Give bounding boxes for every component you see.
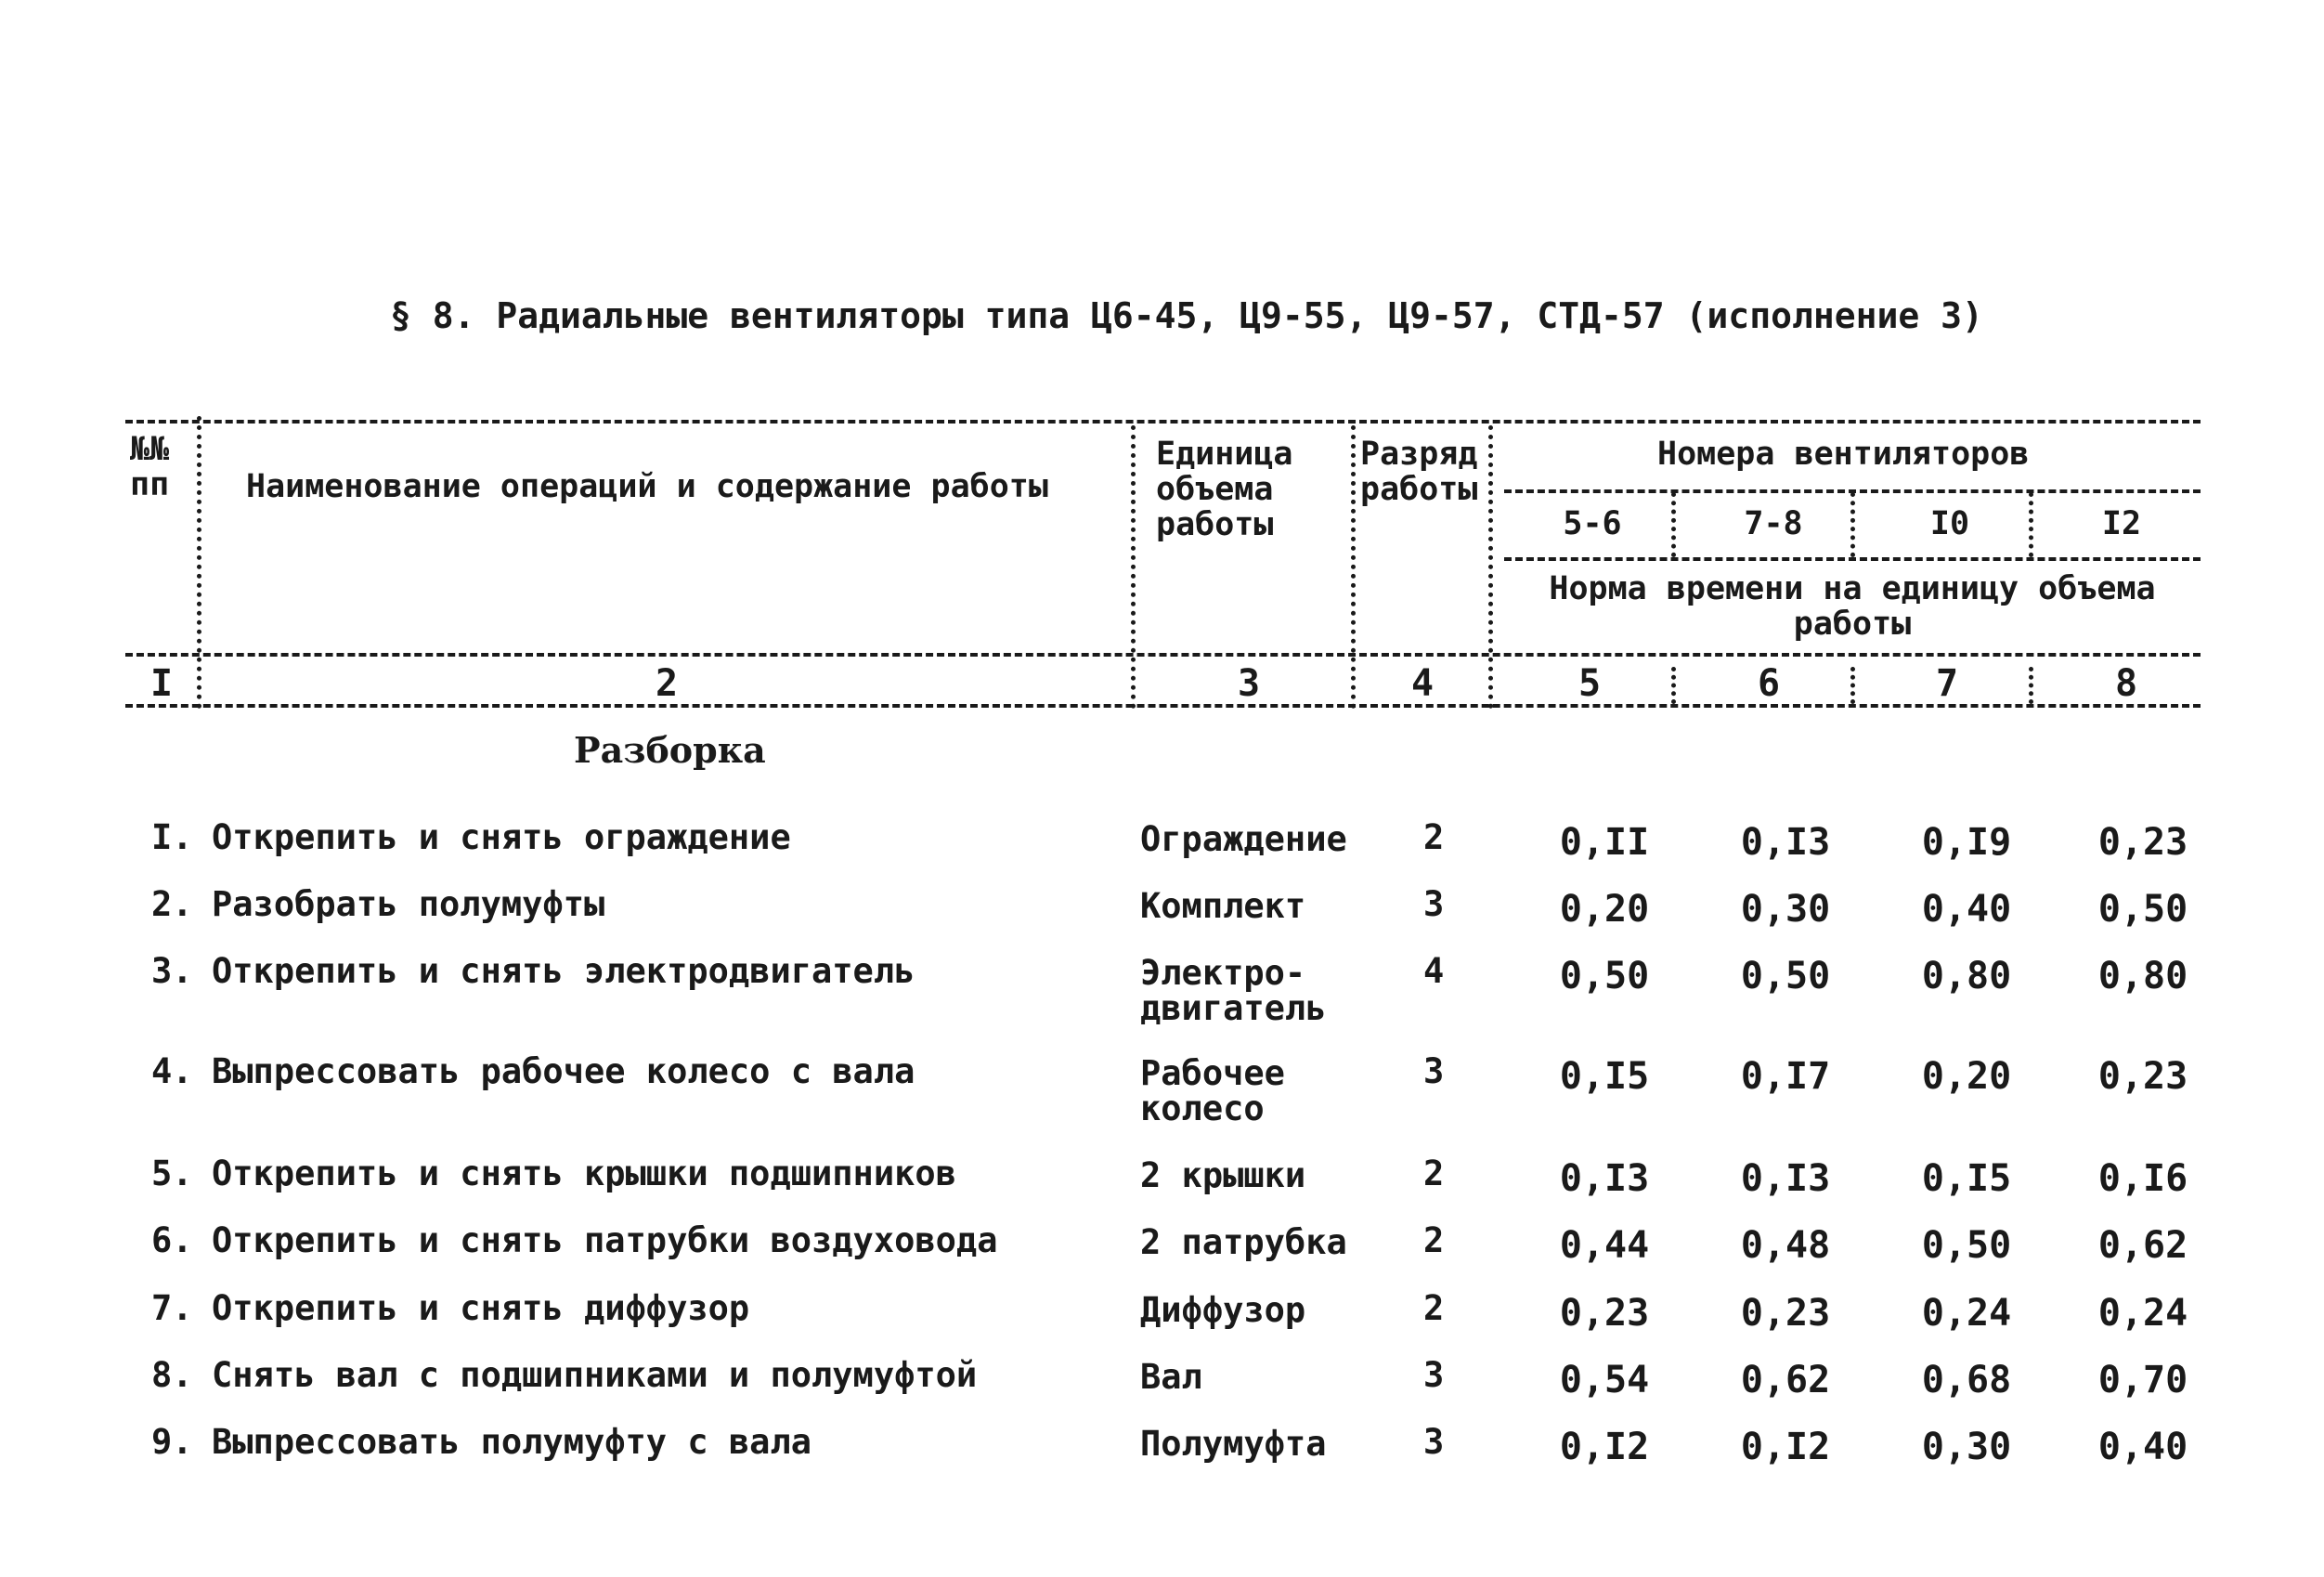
row-unit: 2 патрубка: [1140, 1222, 1347, 1262]
row-number: I.: [151, 817, 193, 857]
divider-grade-norm: [1488, 425, 1493, 709]
header-col-no: №№ пп: [130, 431, 170, 503]
row-value-fan-10: 0,80: [1921, 955, 2012, 997]
section-title: Разборка: [574, 729, 766, 771]
column-number-6: 6: [1758, 662, 1781, 705]
row-operation: Снять вал с подшипниками и полумуфтой: [212, 1355, 978, 1395]
column-number-8: 8: [2115, 662, 2138, 705]
row-unit: Полумуфта: [1140, 1424, 1327, 1464]
header-col-unit: Единица объема работы: [1156, 436, 1293, 543]
row-unit: Диффузор: [1140, 1290, 1306, 1330]
row-number: 5.: [151, 1153, 193, 1193]
divider-name-unit: [1131, 425, 1136, 709]
row-value-fan-10: 0,40: [1921, 888, 2012, 931]
column-number-2: 2: [656, 662, 679, 705]
header-bottom-rule: [125, 653, 2201, 657]
divider-colnum-7-8: [2029, 667, 2033, 704]
row-value-fan-5-6: 0,II: [1559, 821, 1650, 864]
header-norm-label: Норма времени на единицу объема работы: [1549, 570, 2156, 643]
column-number-1: I: [150, 662, 174, 705]
row-value-fan-7-8: 0,23: [1740, 1292, 1831, 1335]
divider-colnum-5-6: [1671, 667, 1676, 704]
row-operation: Разобрать полумуфты: [212, 884, 605, 924]
divider-fan-2-3: [1850, 492, 1855, 557]
header-top-rule: [125, 420, 2201, 424]
row-value-fan-5-6: 0,50: [1559, 955, 1650, 997]
header-fan-number-1: 5-6: [1563, 505, 1622, 542]
row-grade: 2: [1423, 1288, 1445, 1328]
row-value-fan-12: 0,80: [2097, 955, 2188, 997]
row-number: 7.: [151, 1288, 193, 1328]
row-grade: 3: [1423, 1051, 1445, 1091]
row-value-fan-10: 0,30: [1921, 1426, 2012, 1468]
row-value-fan-10: 0,I9: [1921, 821, 2012, 864]
row-unit: 2 крышки: [1140, 1155, 1306, 1195]
row-value-fan-7-8: 0,62: [1740, 1359, 1831, 1401]
row-value-fan-10: 0,50: [1921, 1224, 2012, 1267]
column-number-4: 4: [1411, 662, 1435, 705]
row-number: 6.: [151, 1220, 193, 1260]
row-unit: Рабочее колесо: [1140, 1053, 1285, 1128]
row-grade: 3: [1423, 884, 1445, 924]
norm-rule: [1504, 557, 2201, 561]
row-value-fan-12: 0,70: [2097, 1359, 2188, 1401]
divider-unit-grade: [1351, 425, 1356, 709]
row-value-fan-12: 0,62: [2097, 1224, 2188, 1267]
row-value-fan-7-8: 0,I3: [1740, 821, 1831, 864]
row-number: 3.: [151, 951, 193, 991]
divider-no-name: [197, 416, 201, 709]
row-grade: 3: [1423, 1422, 1445, 1462]
row-grade: 2: [1423, 1153, 1445, 1193]
row-number: 8.: [151, 1355, 193, 1395]
row-unit: Вал: [1140, 1357, 1202, 1397]
row-value-fan-12: 0,23: [2097, 821, 2188, 864]
row-value-fan-12: 0,I6: [2097, 1157, 2188, 1200]
column-number-7: 7: [1936, 662, 1959, 705]
row-operation: Открепить и снять патрубки воздуховода: [212, 1220, 998, 1260]
row-grade: 4: [1423, 951, 1445, 991]
row-value-fan-10: 0,I5: [1921, 1157, 2012, 1200]
row-value-fan-10: 0,20: [1921, 1055, 2012, 1098]
row-value-fan-12: 0,50: [2097, 888, 2188, 931]
row-value-fan-5-6: 0,44: [1559, 1224, 1650, 1267]
row-value-fan-7-8: 0,I7: [1740, 1055, 1831, 1098]
column-number-5: 5: [1578, 662, 1602, 705]
row-value-fan-7-8: 0,I3: [1740, 1157, 1831, 1200]
row-value-fan-5-6: 0,I3: [1559, 1157, 1650, 1200]
column-number-3: 3: [1238, 662, 1261, 705]
row-operation: Открепить и снять диффузор: [212, 1288, 750, 1328]
row-unit: Электро- двигатель: [1140, 953, 1327, 1028]
row-value-fan-12: 0,40: [2097, 1426, 2188, 1468]
divider-colnum-6-7: [1850, 667, 1855, 704]
row-unit: Комплект: [1140, 886, 1306, 926]
row-operation: Открепить и снять крышки подшипников: [212, 1153, 956, 1193]
row-operation: Выпрессовать полумуфту с вала: [212, 1422, 812, 1462]
row-value-fan-5-6: 0,23: [1559, 1292, 1650, 1335]
divider-fan-3-4: [2029, 492, 2033, 557]
row-value-fan-7-8: 0,48: [1740, 1224, 1831, 1267]
header-fan-numbers-label: Номера вентиляторов: [1657, 436, 2030, 473]
row-value-fan-7-8: 0,I2: [1740, 1426, 1831, 1468]
row-grade: 3: [1423, 1355, 1445, 1395]
row-grade: 2: [1423, 817, 1445, 857]
row-number: 9.: [151, 1422, 193, 1462]
row-value-fan-10: 0,24: [1921, 1292, 2012, 1335]
row-value-fan-5-6: 0,20: [1559, 888, 1650, 931]
header-fan-number-4: I2: [2101, 505, 2142, 542]
header-col-grade: Разряд работы: [1360, 436, 1478, 508]
row-unit: Ограждение: [1140, 819, 1347, 859]
row-value-fan-5-6: 0,I5: [1559, 1055, 1650, 1098]
row-value-fan-12: 0,24: [2097, 1292, 2188, 1335]
row-value-fan-7-8: 0,30: [1740, 888, 1831, 931]
row-number: 4.: [151, 1051, 193, 1091]
row-number: 2.: [151, 884, 193, 924]
column-numbers-rule: [125, 704, 2201, 708]
header-fan-number-3: I0: [1929, 505, 1970, 542]
row-value-fan-5-6: 0,54: [1559, 1359, 1650, 1401]
divider-fan-1-2: [1671, 492, 1676, 557]
row-operation: Выпрессовать рабочее колесо с вала: [212, 1051, 915, 1091]
row-value-fan-12: 0,23: [2097, 1055, 2188, 1098]
page-title: § 8. Радиальные вентиляторы типа Ц6-45, Ц9-55, Ц9-57, СТД-57 (исполнение 3): [390, 295, 1983, 336]
row-operation: Открепить и снять электродвигатель: [212, 951, 915, 991]
row-operation: Открепить и снять ограждение: [212, 817, 791, 857]
header-fan-number-2: 7-8: [1744, 505, 1803, 542]
row-value-fan-5-6: 0,I2: [1559, 1426, 1650, 1468]
row-value-fan-10: 0,68: [1921, 1359, 2012, 1401]
row-value-fan-7-8: 0,50: [1740, 955, 1831, 997]
header-col-name: Наименование операций и содержание работы: [246, 468, 1048, 505]
row-grade: 2: [1423, 1220, 1445, 1260]
